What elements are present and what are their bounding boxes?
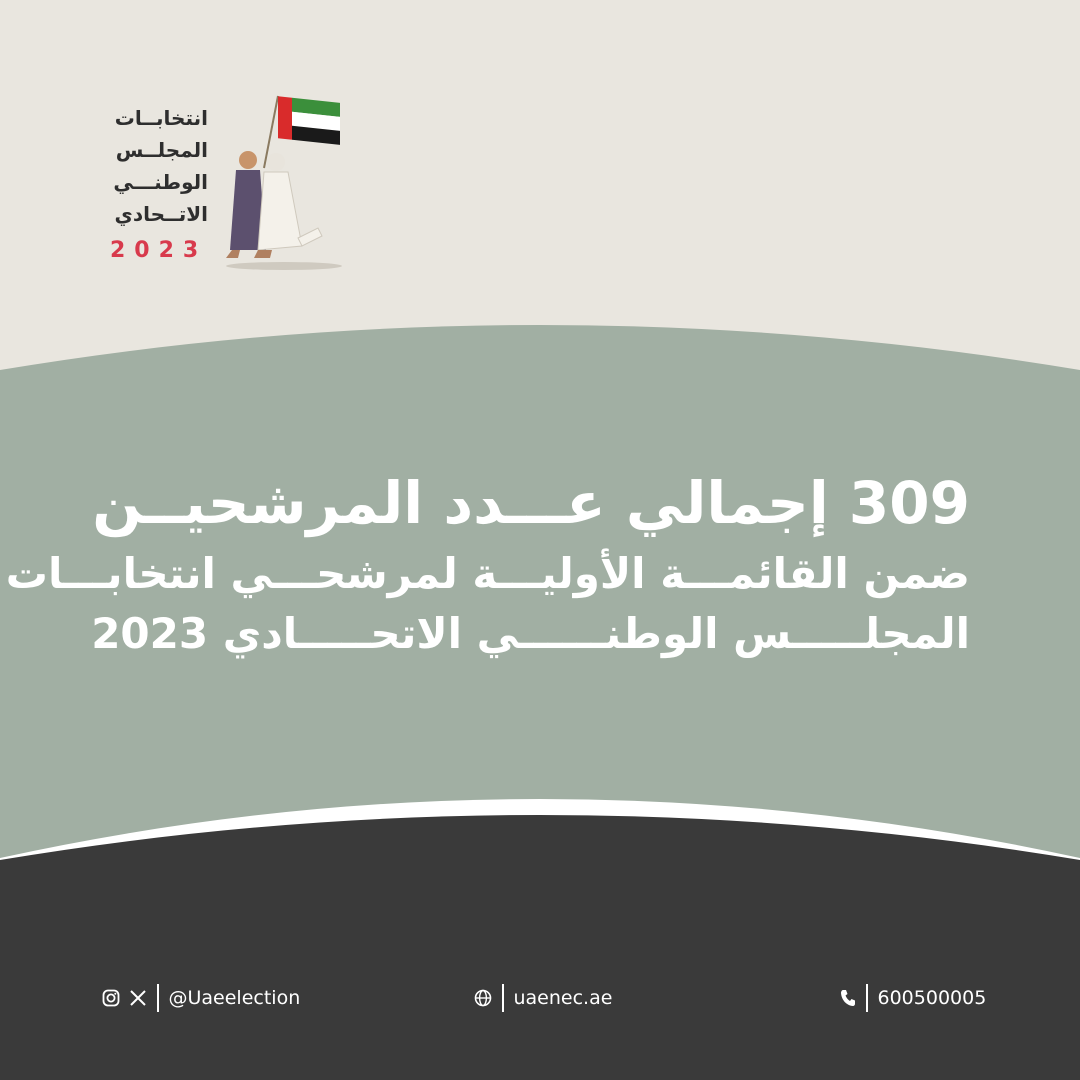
logo-year: 2023 [110,238,208,263]
social-handle[interactable]: @Uaeelection [168,987,301,1009]
uae-flag-icon [278,96,340,145]
footer [0,975,1080,1021]
instagram-icon[interactable] [102,989,120,1007]
phone-contact [840,975,986,1021]
divider [502,984,504,1012]
dark-band [0,815,1080,1080]
logo-line-2: المجلــس [115,138,208,162]
headline-subtitle-1: ضمن القائمـــة الأوليـــة لمرشحـــي انتخابـــات [5,549,970,598]
headline-subtitle-2: المجلـــــس الوطنــــــي الاتحـــــادي 2023 [91,609,970,658]
logo-title [88,102,208,230]
social-contact [102,975,300,1021]
headline-total-candidates: 309 إجمالي عـــدد المرشحيــن [92,469,970,537]
globe-icon [474,989,492,1007]
children-with-flag-illustration [218,88,350,273]
logo-line-3: الوطنـــي [113,170,208,194]
divider [157,984,159,1012]
election-logo [100,88,350,273]
website-contact [474,975,612,1021]
phone-number[interactable]: 600500005 [877,987,987,1009]
headline [5,462,970,664]
phone-icon [840,989,856,1007]
website-link[interactable]: uaenec.ae [513,987,613,1009]
logo-line-1: انتخابــات [114,106,208,130]
x-icon[interactable] [129,989,147,1007]
divider [866,984,868,1012]
logo-line-4: الاتــحادي [114,202,208,226]
